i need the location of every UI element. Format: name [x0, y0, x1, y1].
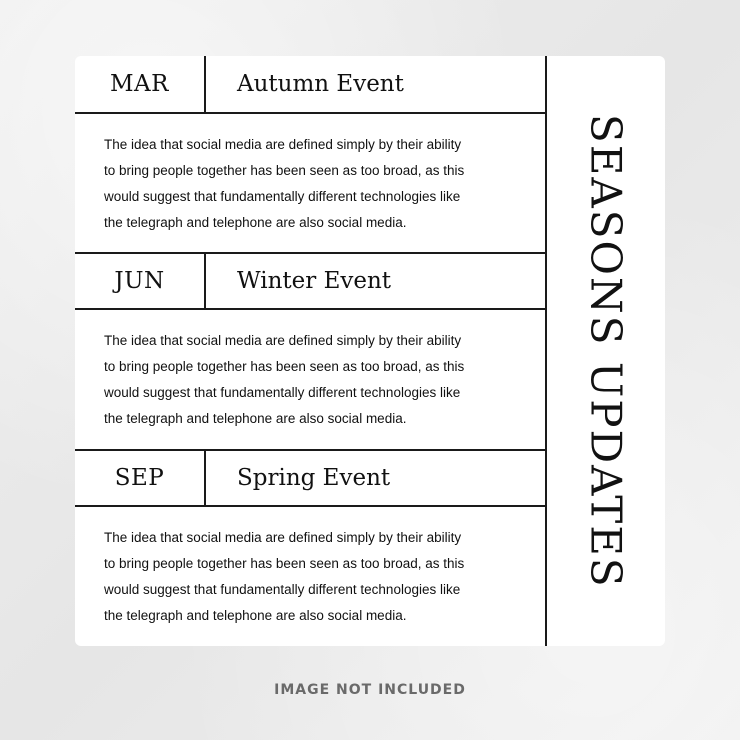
description-line: to bring people together has been seen as too broad, as this: [104, 163, 465, 178]
event-title: Winter Event: [237, 268, 392, 294]
description-line: the telegraph and telephone are also social media.: [104, 608, 407, 623]
event-section-3: [75, 449, 545, 629]
description-line: The idea that social media are defined simply by their ability: [104, 137, 462, 152]
description-line: The idea that social media are defined simply by their ability: [104, 333, 462, 348]
event-title: Spring Event: [237, 465, 391, 491]
event-month: SEP: [75, 451, 206, 505]
event-header: [75, 252, 545, 310]
description-line: to bring people together has been seen as too broad, as this: [104, 359, 465, 374]
event-section-1: [75, 56, 545, 236]
footer-note: IMAGE NOT INCLUDED: [274, 682, 466, 698]
event-month: MAR: [75, 56, 206, 112]
event-description: [75, 507, 545, 629]
description-line: the telegraph and telephone are also social media.: [104, 411, 407, 426]
event-description: [75, 310, 545, 432]
description-line: to bring people together has been seen as too broad, as this: [104, 556, 465, 571]
seasons-card: [75, 56, 665, 646]
description-line: the telegraph and telephone are also social media.: [104, 215, 407, 230]
side-title: SEASONS UPDATES: [581, 113, 631, 589]
event-title: Autumn Event: [237, 71, 404, 97]
description-line: would suggest that fundamentally different technologies like: [104, 582, 461, 597]
event-header: [75, 56, 545, 114]
event-month: JUN: [75, 254, 206, 308]
description-line: The idea that social media are defined simply by their ability: [104, 530, 462, 545]
description-line: would suggest that fundamentally different technologies like: [104, 385, 461, 400]
description-line: would suggest that fundamentally different technologies like: [104, 189, 461, 204]
side-title-column: [547, 56, 665, 646]
event-section-2: [75, 252, 545, 432]
event-description: [75, 114, 545, 236]
event-header: [75, 449, 545, 507]
